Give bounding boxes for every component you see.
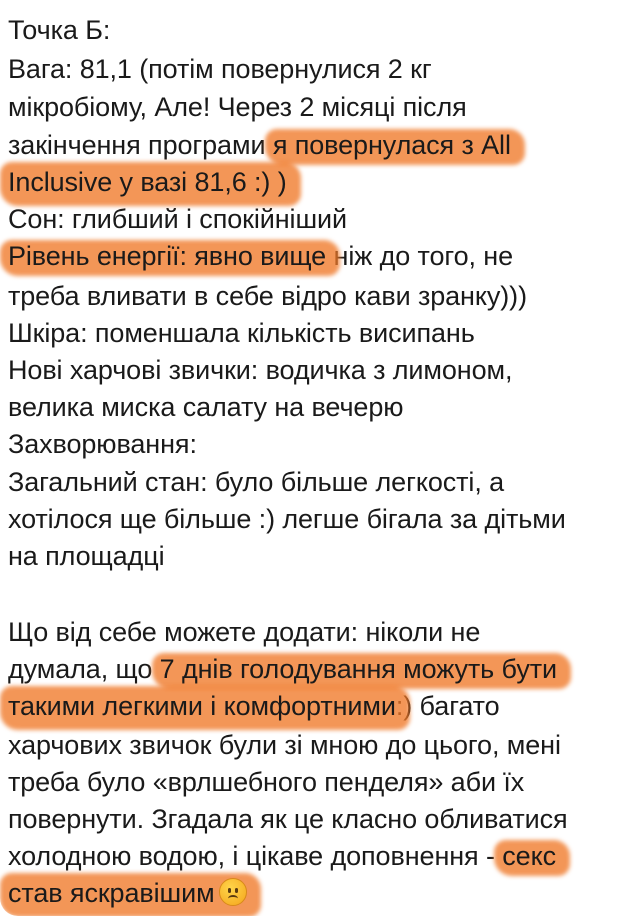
line-text: Захворювання:: [8, 429, 197, 459]
highlighted-text: [8, 875, 247, 911]
line-text: Сон: глибший і спокійніший: [8, 204, 347, 234]
line-text: Точка Б:: [8, 15, 111, 45]
line-text: Вага: 81,1 (потім повернулися 2 кг: [8, 54, 432, 84]
message-line: [8, 127, 511, 163]
message-line: [8, 164, 287, 200]
message-line: [8, 501, 566, 537]
message-line: [8, 464, 504, 500]
line-text: закінчення програми: [8, 130, 273, 160]
message-line: [8, 651, 557, 687]
message-line: [8, 764, 524, 800]
message-line: [8, 838, 556, 874]
line-text: Шкіра: поменшала кількість висипань: [8, 318, 475, 348]
line-text: велика миска салату на вечерю: [8, 392, 404, 422]
message-line: [8, 688, 500, 724]
line-text: холодною водою, і цікаве доповнення -: [8, 841, 503, 871]
message-line: [8, 727, 561, 763]
line-text: треба вливати в себе відро кави зранку))): [8, 281, 527, 311]
line-text: Нові харчові звички: водичка з лимоном,: [8, 355, 513, 385]
line-text: мікробіому, Але! Через 2 місяці після: [8, 92, 467, 122]
message-line: [8, 614, 480, 650]
line-text: Загальний стан: було більше легкості, а: [8, 467, 505, 497]
highlighted-text: Inclusive у вазі 81,6 :) ): [8, 164, 287, 200]
message-line: [8, 426, 197, 462]
message-line: [8, 875, 247, 911]
message-line: [8, 278, 527, 314]
message-line: [8, 238, 513, 274]
line-text: Що від себе можете додати: ніколи не: [8, 617, 481, 647]
line-text: харчових звичок були зі мною до цього, мені: [8, 730, 561, 760]
message-line: [8, 315, 475, 351]
message-line: [8, 538, 164, 574]
upside-down-face-icon: [219, 878, 247, 906]
highlighted-text: такими легкими і комфортними: [8, 688, 396, 724]
line-text: хотілося ще більше :) легше бігала за дітьми: [8, 504, 566, 534]
message-line: [8, 352, 512, 388]
message-line: [8, 389, 403, 425]
message-line: [8, 12, 110, 48]
line-text: думала, що: [8, 654, 160, 684]
highlighted-text: секс: [502, 838, 556, 874]
message-line: [8, 51, 432, 87]
line-text: повернути. Згадала як це класно обливатися: [8, 804, 568, 834]
highlighted-text-label: став яскравішим: [8, 878, 215, 908]
highlighted-text: 7 днів голодування можуть бути: [160, 651, 557, 687]
line-text: на площадці: [8, 541, 165, 571]
message-line: [8, 89, 467, 125]
line-text: треба було «врлшебного пенделя» аби їх: [8, 767, 525, 797]
highlighted-text: я повернулася з All: [273, 127, 511, 163]
highlighted-text: Рівень енергії: явно вище: [8, 238, 326, 274]
line-text: ніж до того, не: [326, 241, 514, 271]
message-line: [8, 201, 347, 237]
message-line: [8, 801, 568, 837]
line-text: :) багато: [395, 691, 500, 721]
